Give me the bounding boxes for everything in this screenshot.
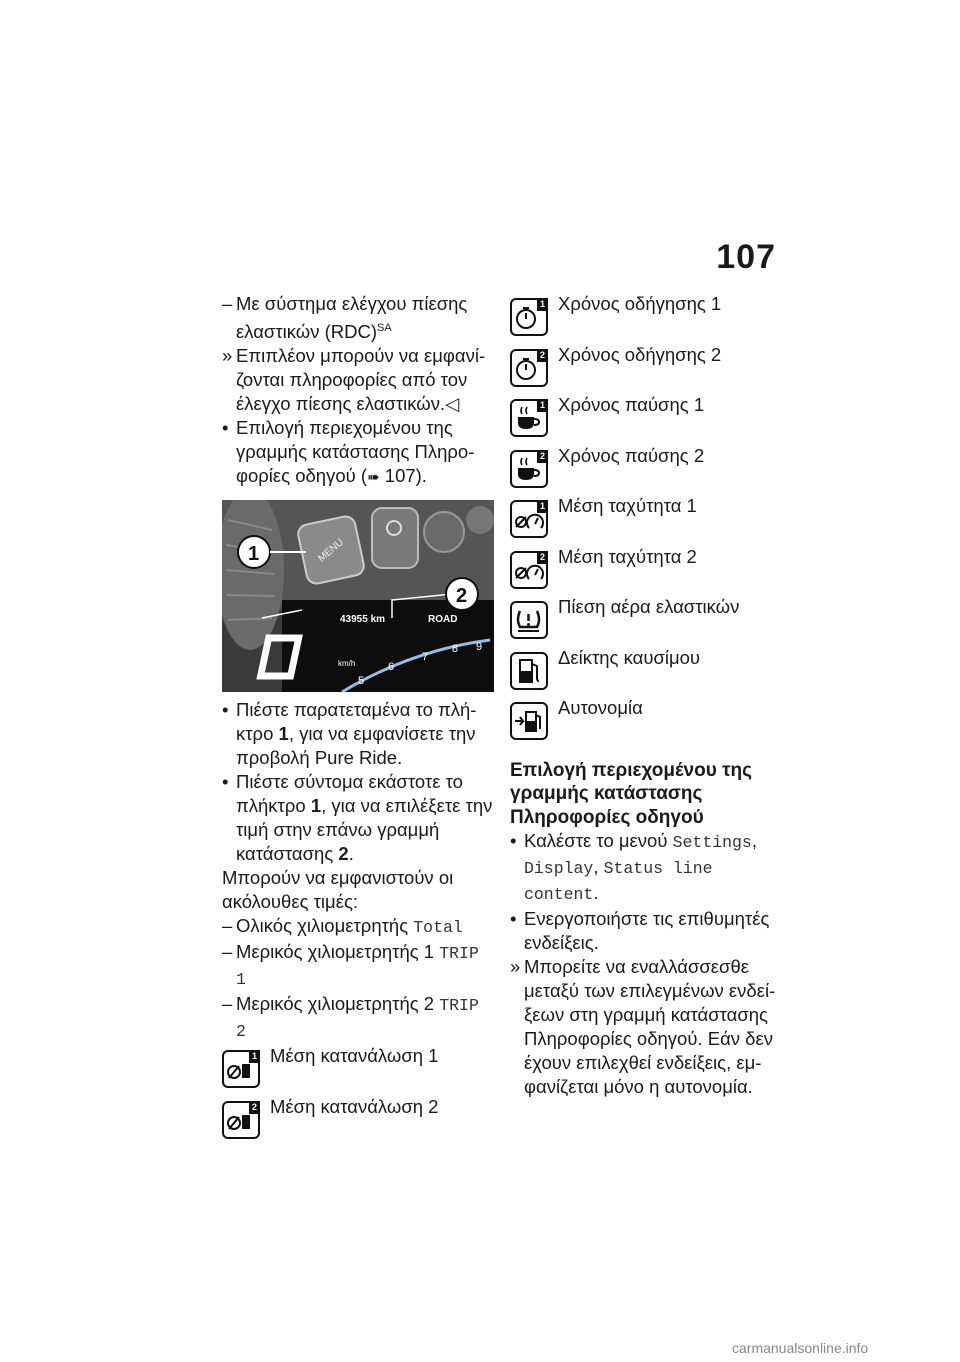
icon-row bbox=[510, 595, 782, 646]
callout-1: 1 bbox=[248, 543, 260, 566]
callout-2: 2 bbox=[456, 585, 468, 608]
rdc-info-text: Επιπλέον μπορούν να εμφανί-ζονται πληροφορίες από τον έλεγχο πίεσης ελαστικών.◁ bbox=[236, 345, 486, 415]
dash-mark: – bbox=[222, 293, 233, 314]
value-code: Total bbox=[413, 918, 463, 938]
section-heading: Επιλογή περιεχομένου της γραμμής κατάστασης Πληροφορίες οδηγού bbox=[510, 759, 753, 828]
separator: . bbox=[593, 882, 599, 903]
icon-row bbox=[510, 393, 782, 444]
icon-label: Αυτονομία bbox=[558, 697, 643, 718]
key-ref: 1 bbox=[310, 795, 322, 817]
instruction-text: Πιέστε παρατεταμένα το πλή-κτρο bbox=[236, 699, 477, 745]
range-icon bbox=[510, 702, 548, 740]
list-item bbox=[222, 344, 494, 416]
icon-label: Χρόνος οδήγησης 2 bbox=[558, 343, 722, 365]
value-code: TRIP 2 bbox=[236, 996, 479, 1042]
instruction-text: . bbox=[348, 843, 354, 865]
value-text: Ολικός χιλιομετρητής bbox=[236, 915, 414, 937]
icon-subscript: 2 bbox=[249, 1101, 260, 1114]
scale-tick: 8 bbox=[452, 643, 459, 656]
fuel-gauge-icon bbox=[510, 652, 548, 690]
handlebar-photo bbox=[222, 500, 494, 692]
avg-consumption-1-icon bbox=[222, 1050, 260, 1088]
rdc-text: Με σύστημα ελέγχου πίεσης ελαστικών (RDC) bbox=[236, 293, 468, 343]
icon-label: Χρόνος παύσης 1 bbox=[558, 394, 705, 415]
icon-row bbox=[510, 343, 782, 394]
icon-row bbox=[510, 444, 782, 495]
left-column bbox=[222, 292, 494, 1145]
list-item bbox=[222, 292, 494, 344]
icon-subscript: 2 bbox=[537, 450, 548, 463]
riding-time-1-icon bbox=[510, 298, 548, 336]
separator: , bbox=[593, 856, 604, 877]
result-mark: » bbox=[222, 345, 233, 367]
instruction-text: , για να εμφανίσετε την προβολή Pure Ride. bbox=[236, 723, 476, 769]
speed-unit: km/h bbox=[338, 659, 356, 669]
avg-speed-1-icon bbox=[510, 500, 548, 538]
icon-label: Πίεση αέρα ελαστικών bbox=[558, 596, 740, 617]
list-item bbox=[510, 907, 782, 955]
icon-subscript: 1 bbox=[537, 399, 548, 412]
value-text: Μερικός χιλιομετρητής 2 bbox=[236, 993, 440, 1015]
odometer-readout: 43955 km bbox=[340, 614, 386, 626]
icon-label: Μέση ταχύτητα 2 bbox=[558, 545, 697, 567]
result-text: Μπορείτε να εναλλάσσεσθε μεταξύ των επιλεγμένων ενδεί-ξεων στη γραμμή κατάστασης Πληροφορίες οδηγού. Εάν δεν έχουν επιλεχθεί ενδείξεις, εμ-φανίζεται μόνο η αυτονομία. bbox=[524, 956, 776, 1097]
icon-row bbox=[510, 292, 782, 343]
result-mark: » bbox=[510, 956, 521, 977]
scale-tick: 9 bbox=[476, 641, 483, 654]
menu-path-code: Display bbox=[524, 859, 594, 878]
avg-speed-2-icon bbox=[510, 551, 548, 589]
menu-path-code: Status line content bbox=[524, 859, 713, 904]
icon-row bbox=[222, 1044, 494, 1095]
value-code: TRIP 1 bbox=[236, 944, 479, 990]
bullet-mark: • bbox=[222, 771, 229, 793]
icon-subscript: 2 bbox=[537, 349, 548, 362]
list-item bbox=[222, 770, 494, 866]
separator: , bbox=[751, 830, 757, 851]
page-ref[interactable]: 107). bbox=[384, 465, 427, 487]
instruction-text: Ενεργοποιήστε τις επιθυμητές ενδείξεις. bbox=[524, 908, 770, 953]
instruction-text: Πιέστε σύντομα εκάστοτε το πλήκτρο bbox=[236, 771, 463, 817]
list-item bbox=[222, 416, 494, 490]
icon-label: Μέση ταχύτητα 1 bbox=[558, 495, 697, 516]
footer-watermark: carmanualsonline.info bbox=[732, 1340, 869, 1356]
icon-row bbox=[510, 696, 782, 747]
riding-mode-readout: ROAD bbox=[428, 614, 458, 626]
pause-time-1-icon bbox=[510, 399, 548, 437]
bullet-mark: • bbox=[510, 830, 517, 851]
icon-row bbox=[510, 545, 782, 596]
dash-mark: – bbox=[222, 915, 233, 937]
avg-consumption-2-icon bbox=[222, 1101, 260, 1139]
list-item bbox=[510, 829, 782, 907]
list-item bbox=[222, 940, 494, 992]
bullet-mark: • bbox=[222, 417, 229, 439]
icon-row bbox=[510, 646, 782, 697]
dash-mark: – bbox=[222, 993, 233, 1015]
page-ref-arrow-icon: ➠ bbox=[367, 469, 380, 487]
sa-superscript: SA bbox=[377, 322, 392, 334]
content-select-text: Επιλογή περιεχομένου της γραμμής κατάστασης Πληρο-φορίες οδηγού ( bbox=[236, 417, 475, 487]
icon-label: Μέση κατανάλωση 1 bbox=[270, 1045, 439, 1067]
icon-label: Χρόνος παύσης 2 bbox=[558, 444, 705, 466]
icon-subscript: 1 bbox=[249, 1050, 260, 1063]
bullet-mark: • bbox=[222, 699, 229, 721]
dash-mark: – bbox=[222, 941, 233, 963]
icon-subscript: 1 bbox=[537, 298, 548, 311]
riding-time-2-icon bbox=[510, 349, 548, 387]
instruction-text: , για να επιλέξετε την τιμή στην επάνω γραμμή κατάστασης bbox=[236, 795, 493, 865]
menu-button-label: MENU bbox=[316, 537, 346, 565]
right-column bbox=[510, 292, 782, 1099]
icon-row bbox=[222, 1095, 494, 1146]
page-number: 107 bbox=[716, 238, 776, 276]
icon-label: Μέση κατανάλωση 2 bbox=[270, 1095, 439, 1117]
scale-tick: 7 bbox=[422, 651, 429, 664]
icon-subscript: 1 bbox=[537, 500, 548, 513]
pause-time-2-icon bbox=[510, 450, 548, 488]
menu-path-code: Settings bbox=[672, 833, 752, 852]
scale-tick: 6 bbox=[388, 661, 395, 674]
key-ref: 2 bbox=[338, 843, 349, 865]
list-item bbox=[222, 914, 494, 940]
instruction-text: Καλέστε το μενού bbox=[524, 830, 673, 851]
list-item bbox=[222, 992, 494, 1044]
icon-label: Δείκτης καυσίμου bbox=[558, 646, 701, 668]
icon-label: Χρόνος οδήγησης 1 bbox=[558, 293, 722, 314]
icon-row bbox=[510, 494, 782, 545]
icon-subscript: 2 bbox=[537, 551, 548, 564]
list-item bbox=[510, 955, 782, 1099]
value-text: Μερικός χιλιομετρητής 1 bbox=[236, 941, 440, 963]
scale-tick: 5 bbox=[358, 675, 365, 688]
values-intro: Μπορούν να εμφανιστούν οι ακόλουθες τιμές: bbox=[222, 867, 454, 913]
list-item bbox=[222, 698, 494, 770]
bullet-mark: • bbox=[510, 908, 517, 929]
key-ref: 1 bbox=[278, 723, 289, 745]
tire-pressure-icon bbox=[510, 601, 548, 639]
